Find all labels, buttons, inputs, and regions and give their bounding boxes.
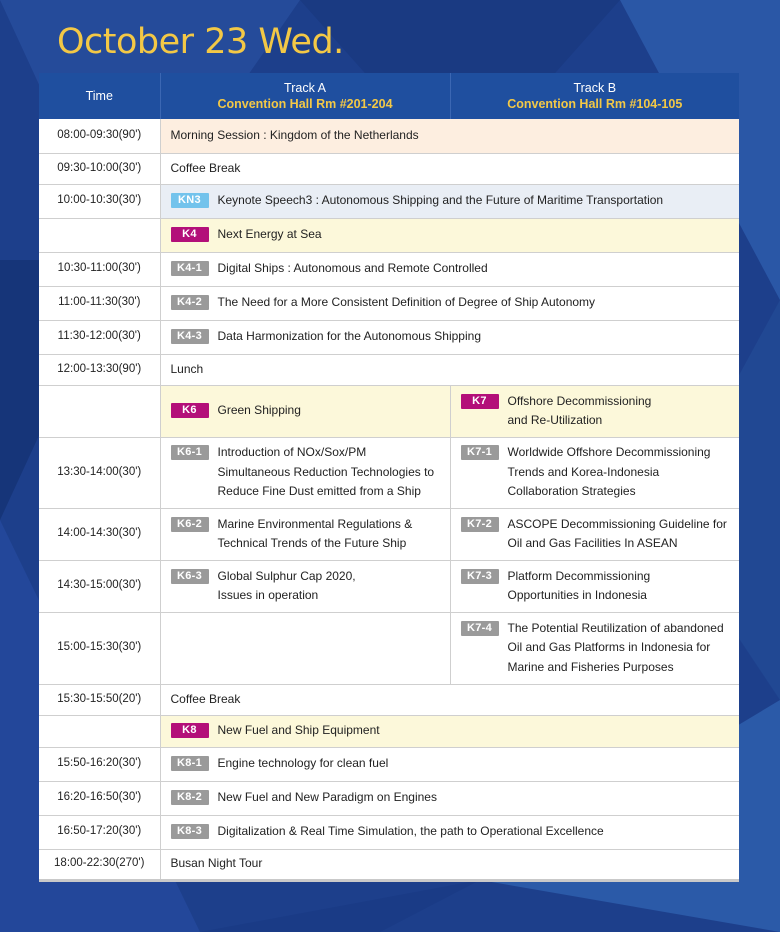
- session-title: Lunch: [170, 361, 204, 376]
- session-cell: [160, 119, 739, 153]
- session-title: Coffee Break: [170, 691, 241, 706]
- time-cell: [39, 715, 160, 747]
- schedule-table: [39, 73, 739, 882]
- schedule-row: [39, 781, 739, 815]
- session-code-badge: K4-2: [171, 295, 209, 310]
- session-title: Offshore Decommissioning and Re-Utilization: [507, 393, 652, 427]
- session-title: Green Shipping: [217, 403, 301, 418]
- session-code-badge: K6: [171, 403, 209, 418]
- schedule-row: [39, 849, 739, 880]
- session-content: [171, 259, 732, 279]
- session-cell: [160, 747, 739, 781]
- time-cell: 16:50-17:20(30'): [39, 815, 160, 849]
- session-cell: [160, 849, 739, 880]
- schedule-row: [39, 684, 739, 715]
- time-cell: 14:00-14:30(30'): [39, 508, 160, 560]
- track-a-cell: [160, 385, 450, 437]
- session-title: New Fuel and Ship Equipment: [217, 723, 380, 738]
- session-cell: [160, 715, 739, 747]
- schedule-row: [39, 385, 739, 437]
- schedule-row: [39, 218, 739, 252]
- time-cell: 14:30-15:00(30'): [39, 560, 160, 612]
- time-cell: 15:50-16:20(30'): [39, 747, 160, 781]
- time-column-header: Time: [39, 73, 160, 119]
- session-content: [171, 159, 732, 179]
- schedule-row: [39, 508, 739, 560]
- session-title: Global Sulphur Cap 2020, Issues in operation: [217, 568, 356, 602]
- time-cell: 12:00-13:30(90'): [39, 354, 160, 385]
- time-cell: [39, 385, 160, 437]
- track-b-cell: [450, 437, 739, 508]
- session-content: [171, 822, 732, 842]
- time-cell: [39, 218, 160, 252]
- session-code-badge: K7-3: [461, 569, 499, 584]
- time-cell: 10:30-11:00(30'): [39, 252, 160, 286]
- track-b-cell: [450, 508, 739, 560]
- session-content: [171, 515, 442, 554]
- session-content: [171, 191, 732, 211]
- track-a-name: Track A: [284, 81, 326, 95]
- time-cell: 11:30-12:00(30'): [39, 320, 160, 354]
- session-content: [171, 293, 732, 313]
- track-a-cell: [160, 560, 450, 612]
- schedule-row: [39, 252, 739, 286]
- track-a-cell: [160, 508, 450, 560]
- session-title: New Fuel and New Paradigm on Engines: [217, 790, 437, 805]
- schedule-row: [39, 354, 739, 385]
- session-content: [171, 225, 732, 245]
- session-code-badge: K8-3: [171, 824, 209, 839]
- track-a-header: [160, 73, 450, 119]
- session-content: [171, 327, 732, 347]
- schedule-row: [39, 612, 739, 684]
- schedule-row: [39, 560, 739, 612]
- track-b-name: Track B: [573, 81, 617, 95]
- session-content: [171, 721, 732, 741]
- session-title: Coffee Break: [170, 160, 241, 175]
- time-cell: 15:00-15:30(30'): [39, 612, 160, 684]
- schedule-row: [39, 815, 739, 849]
- time-cell: 16:20-16:50(30'): [39, 781, 160, 815]
- session-content: [171, 567, 442, 606]
- session-code-badge: K6-1: [171, 445, 209, 460]
- schedule-row: [39, 320, 739, 354]
- schedule-row: [39, 286, 739, 320]
- session-cell: [160, 218, 739, 252]
- session-title: The Need for a More Consistent Definition of Degree of Ship Autonomy: [217, 295, 596, 310]
- session-cell: [160, 153, 739, 184]
- session-code-badge: K6-3: [171, 569, 209, 584]
- session-code-badge: K7-4: [461, 621, 499, 636]
- session-content: [461, 567, 732, 606]
- schedule-row: [39, 437, 739, 508]
- schedule-row: [39, 747, 739, 781]
- time-cell: 08:00-09:30(90'): [39, 119, 160, 153]
- time-cell: 09:30-10:00(30'): [39, 153, 160, 184]
- schedule-row: [39, 184, 739, 218]
- time-cell: 11:00-11:30(30'): [39, 286, 160, 320]
- schedule-header-row: [39, 73, 739, 119]
- track-a-room: Convention Hall Rm #201-204: [217, 97, 393, 111]
- session-content: [171, 360, 732, 380]
- schedule-row: [39, 153, 739, 184]
- session-code-badge: K4: [171, 227, 209, 242]
- schedule-row: [39, 119, 739, 153]
- session-title: Keynote Speech3 : Autonomous Shipping and the Future of Maritime Transportation: [217, 193, 664, 208]
- session-code-badge: K8-1: [171, 756, 209, 771]
- session-content: [171, 754, 732, 774]
- track-a-cell: [160, 437, 450, 508]
- time-cell: 10:00-10:30(30'): [39, 184, 160, 218]
- track-b-cell: [450, 385, 739, 437]
- session-title: Marine Environmental Regulations & Technical Trends of the Future Ship: [217, 516, 413, 550]
- session-content: [171, 854, 732, 874]
- session-code-badge: KN3: [171, 193, 209, 208]
- session-cell: [160, 252, 739, 286]
- track-b-cell: [450, 612, 739, 684]
- session-title: Worldwide Offshore Decommissioning Trends and Korea-Indonesia Collaboration Strategies: [507, 445, 711, 499]
- session-title: Digitalization & Real Time Simulation, the path to Operational Excellence: [217, 824, 604, 839]
- session-code-badge: K7: [461, 394, 499, 409]
- session-content: [171, 788, 732, 808]
- session-code-badge: K4-1: [171, 261, 209, 276]
- track-b-cell: [450, 560, 739, 612]
- session-content: [171, 690, 732, 710]
- session-title: Busan Night Tour: [170, 856, 263, 871]
- session-content: [461, 619, 732, 678]
- page-title: October 23 Wed.: [57, 22, 344, 62]
- session-cell: [160, 815, 739, 849]
- session-title: ASCOPE Decommissioning Guideline for Oil and Gas Facilities In ASEAN: [507, 516, 727, 550]
- session-cell: [160, 684, 739, 715]
- track-b-room: Convention Hall Rm #104-105: [507, 97, 683, 111]
- session-title: Data Harmonization for the Autonomous Shipping: [217, 329, 481, 344]
- session-title: Engine technology for clean fuel: [217, 756, 389, 771]
- track-b-header: [450, 73, 739, 119]
- session-code-badge: K8: [171, 723, 209, 738]
- time-cell: 15:30-15:50(20'): [39, 684, 160, 715]
- session-title: Introduction of NOx/Sox/PM Simultaneous Reduction Technologies to Reduce Fine Dust emitted from a Ship: [217, 445, 435, 499]
- session-cell: [160, 184, 739, 218]
- session-title: Next Energy at Sea: [217, 227, 322, 242]
- session-code-badge: K7-2: [461, 517, 499, 532]
- session-cell: [160, 781, 739, 815]
- session-title: Morning Session : Kingdom of the Netherlands: [170, 128, 419, 142]
- schedule-row: [39, 715, 739, 747]
- session-title: Platform Decommissioning Opportunities in Indonesia: [507, 568, 651, 602]
- session-content: [171, 401, 442, 421]
- time-cell: 18:00-22:30(270'): [39, 849, 160, 880]
- track-a-cell: [160, 612, 450, 684]
- session-cell: [160, 354, 739, 385]
- time-cell: 13:30-14:00(30'): [39, 437, 160, 508]
- session-cell: [160, 320, 739, 354]
- session-code-badge: K6-2: [171, 517, 209, 532]
- session-code-badge: K8-2: [171, 790, 209, 805]
- session-code-badge: K7-1: [461, 445, 499, 460]
- session-content: [461, 443, 732, 502]
- session-content: [171, 443, 442, 502]
- session-content: [171, 126, 732, 146]
- session-cell: [160, 286, 739, 320]
- session-content: [461, 392, 732, 431]
- session-title: The Potential Reutilization of abandoned Oil and Gas Platforms in Indonesia for Marine and Fisheries Purposes: [507, 620, 724, 674]
- session-code-badge: K4-3: [171, 329, 209, 344]
- session-title: Digital Ships : Autonomous and Remote Controlled: [217, 261, 488, 276]
- session-content: [461, 515, 732, 554]
